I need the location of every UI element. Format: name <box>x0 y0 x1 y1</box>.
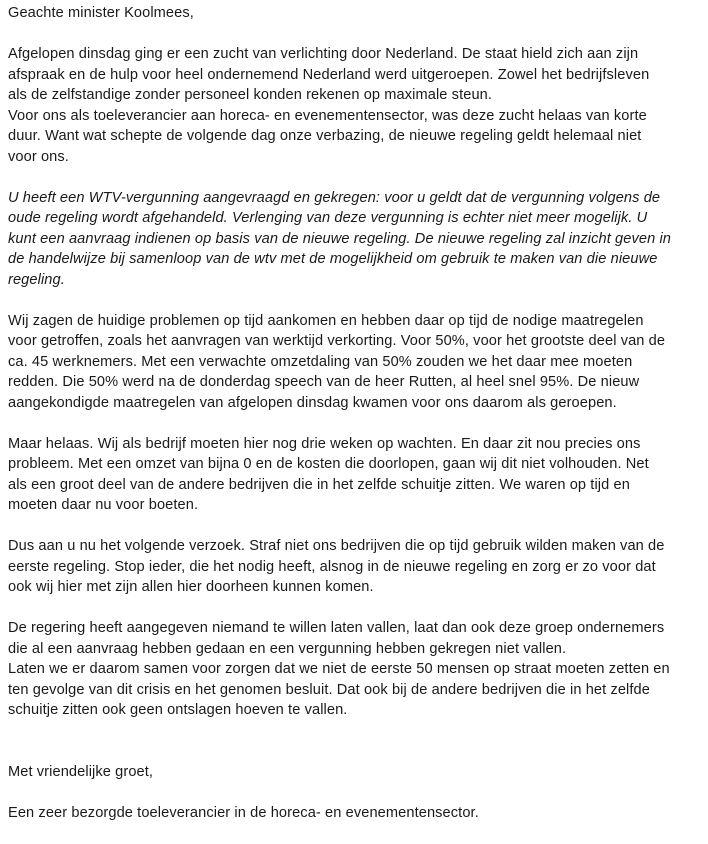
paragraph-problem: Maar helaas. Wij als bedrijf moeten hier nog drie weken op wachten. En daar zit nou precies ons probleem. Met een omzet van bijna 0 en de kosten die doorlopen, gaan wij dit niet volhouden. Net als een groot deel van de andere bedrijven die in het zelfde schuitje zitten. We waren op tijd en moeten daar nu voor boeten. <box>8 435 649 513</box>
salutation: Geachte minister Koolmees, <box>8 5 194 21</box>
paragraph-intro: Afgelopen dinsdag ging er een zucht van verlichting door Nederland. De staat hield zich aan zijn afspraak en de hulp voor heel ondernemend Nederland werd uitgeroepen. Zowel het bedrijfsleven als de zelfstandige zonder personeel konden rekenen op maximale steun. Voor ons als toeleverancier aan horeca- en evenementensector, was deze zucht helaas van korte duur. Want wat schepte de volgende dag onze verbazing, de nieuwe regeling geldt helemaal niet voor ons. <box>8 46 650 165</box>
letter-document <box>8 3 704 844</box>
quoted-regulation: U heeft een WTV-vergunning aangevraagd en gekregen: voor u geldt dat de vergunning volgens de oude regeling wordt afgehandeld. Verlenging van deze vergunning is echter niet meer mogelijk. U kunt een aanvraag indienen op basis van de nieuwe regeling. De nieuwe regeling zal inzicht geven in de handelwijze bij samenloop van de wtv met de mogelijkheid om gebruik te maken van die nieuwe regeling. <box>8 189 672 288</box>
closing: Met vriendelijke groet, <box>8 763 154 780</box>
paragraph-measures: Wij zagen de huidige problemen op tijd aankomen en hebben daar op tijd de nodige maatregelen voor getroffen, zoals het aanvragen van werktijd verkorting. Voor 50%, voor het grootste deel van de ca. 45 werknemers. Met een verwachte omzetdaling van 50% zouden we het daar mee moeten redden. Die 50% werd na de donderdag speech van de heer Rutten, al heel snel 95%. De nieuw aangekondigde maatregelen van afgelopen dinsdag kwamen voor ons daarom als geroepen. <box>8 312 666 411</box>
signature: Een zeer bezorgde toeleverancier in de horeca- en evenementensector. <box>8 804 479 821</box>
blank-line <box>8 741 704 762</box>
paragraph-request: Dus aan u nu het volgende verzoek. Straf niet ons bedrijven die op tijd gebruik wilden maken van de eerste regeling. Stop ieder, die het nodig heeft, alsnog in de nieuwe regeling en zorg er zo voor dat ook wij hier met zijn allen hier doorheen kunnen komen. <box>8 538 665 595</box>
paragraph-government: De regering heeft aangegeven niemand te willen laten vallen, laat dan ook deze groep ondernemers die al een aanvraag hebben gedaan en een vergunning hebben gekregen niet vallen. Laten we er daarom samen voor zorgen dat we niet de eerste 50 mensen op straat moeten zetten en ten gevolge van dit crisis en het genomen besluit. Dat ook bij de andere bedrijven die in het zelfde schuitje zitten ook geen ontslagen hoeven te vallen. <box>8 620 670 718</box>
